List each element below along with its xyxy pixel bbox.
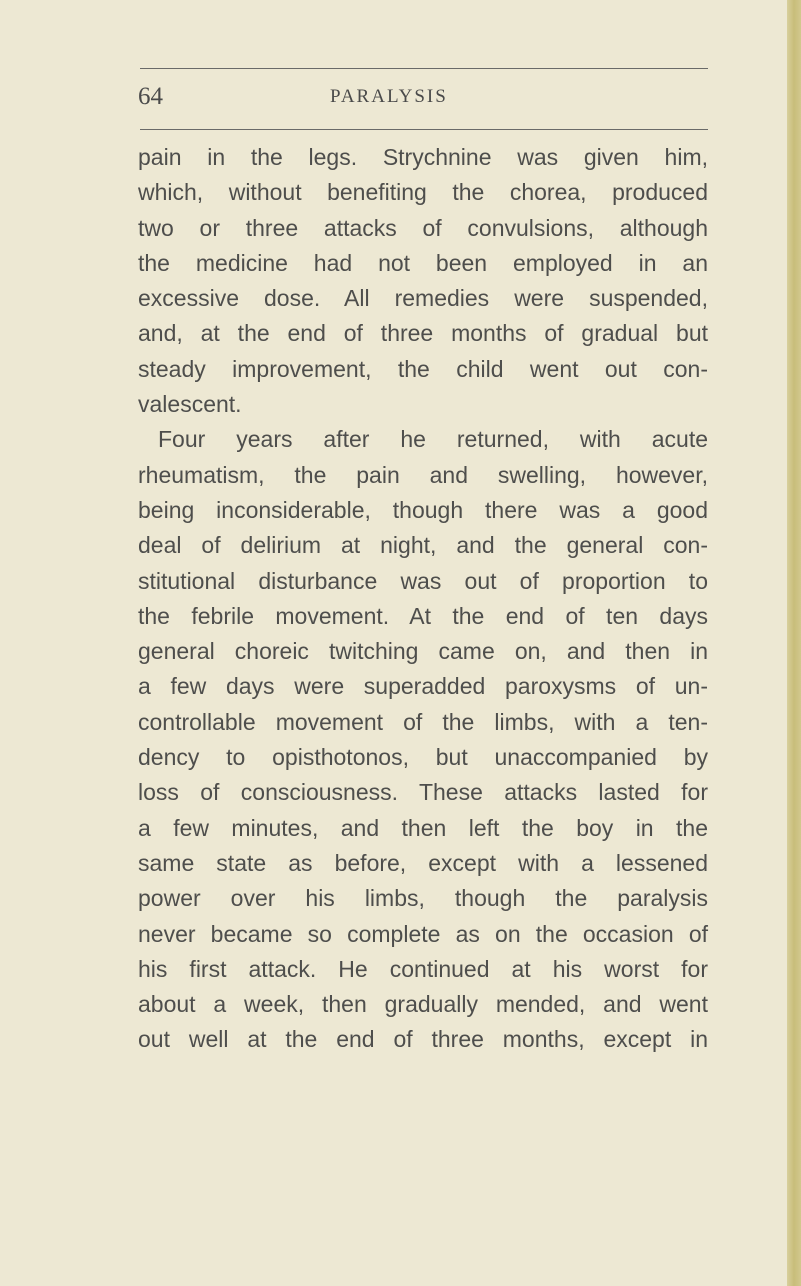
text-line: being inconsiderable, though there was a good — [138, 496, 708, 523]
text-line: valescent. — [138, 391, 242, 418]
text-line: loss of consciousness. These attacks lasted for — [138, 779, 708, 806]
header-rule-bottom — [140, 129, 708, 130]
text-line: deal of delirium at night, and the general con- — [138, 532, 708, 559]
page-number: 64 — [138, 83, 163, 110]
text-line: excessive dose. All remedies were suspended, — [138, 285, 708, 312]
text-line: out well at the end of three months, except in — [138, 1026, 708, 1053]
text-line: never became so complete as on the occasion of — [138, 920, 708, 947]
text-line: steady improvement, the child went out con- — [138, 355, 708, 382]
text-line: same state as before, except with a lessened — [138, 849, 708, 876]
text-line: his first attack. He continued at his worst for — [138, 955, 708, 982]
text-line: a few days were superadded paroxysms of un- — [138, 673, 708, 700]
text-line: the medicine had not been employed in an — [138, 249, 708, 276]
text-line: the febrile movement. At the end of ten days — [138, 602, 708, 629]
text-line: which, without benefiting the chorea, produced — [138, 179, 708, 206]
text-line: dency to opisthotonos, but unaccompanied by — [138, 744, 708, 771]
text-line: two or three attacks of convulsions, although — [138, 214, 708, 241]
page-edge — [787, 0, 801, 1286]
text-line: general choreic twitching came on, and then in — [138, 638, 708, 665]
body-text — [138, 140, 708, 1058]
running-head: PARALYSIS — [330, 86, 448, 107]
text-line: rheumatism, the pain and swelling, however, — [138, 461, 708, 488]
text-line: pain in the legs. Strychnine was given him, — [138, 144, 708, 170]
header-rule-top — [140, 68, 708, 69]
text-line: controllable movement of the limbs, with a ten- — [138, 708, 708, 735]
text-line: stitutional disturbance was out of proportion to — [138, 567, 708, 594]
text-line: and, at the end of three months of gradual but — [138, 320, 708, 347]
text-line: a few minutes, and then left the boy in the — [138, 814, 708, 841]
text-line: power over his limbs, though the paralysis — [138, 885, 708, 912]
text-line: about a week, then gradually mended, and went — [138, 991, 708, 1018]
text-line: Four years after he returned, with acute — [158, 426, 708, 453]
